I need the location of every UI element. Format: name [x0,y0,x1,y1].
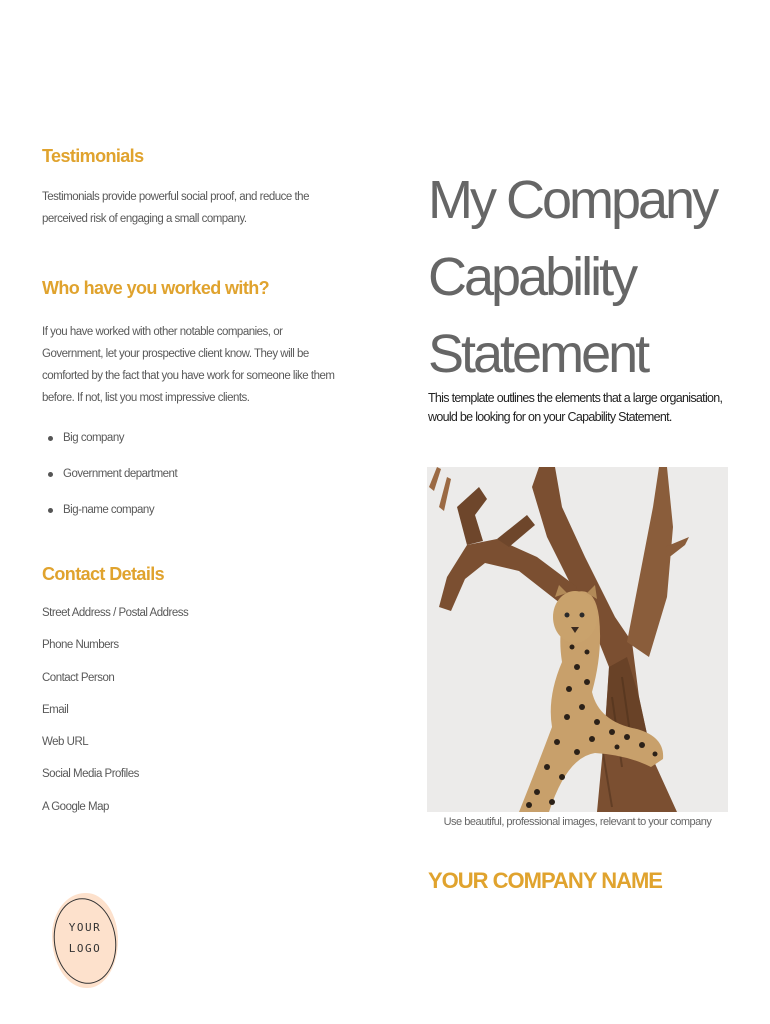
logo-text: YOUR LOGO [68,921,102,955]
testimonials-text: Testimonials provide powerful social proof, and reduce the perceived risk of engaging a small company. [42,191,309,225]
leopard-photo [427,467,728,812]
leopard-tree-illustration [427,467,728,812]
contact-item: Web URL [42,736,89,749]
list-item: Government department [42,466,177,502]
worked-with-list [42,430,177,538]
testimonials-heading: Testimonials [42,146,144,166]
page-subtitle: This template outlines the elements that a large organisation, would be looking for on your Capability Statement. [428,391,723,424]
bullet-icon [48,436,53,441]
list-item: Big company [42,430,177,466]
image-caption: Use beautiful, professional images, relevant to your company [443,816,712,828]
contact-item: Contact Person [42,671,115,684]
contact-item: Phone Numbers [42,639,119,652]
worked-with-text: If you have worked with other notable companies, or Government, let your prospective client know. They will be comforted by the fact that you have work for someone like them before. If not, list you most impressive clients. [42,326,335,404]
bullet-icon [48,472,53,477]
worked-with-heading: Who have you worked with? [42,278,270,298]
contact-heading: Contact Details [42,564,165,584]
bullet-icon [48,508,53,513]
company-logo [52,893,118,988]
company-name: YOUR COMPANY NAME [428,868,662,893]
contact-item: Email [42,703,69,716]
list-item: Big-name company [42,502,177,538]
contact-item: Street Address / Postal Address [42,607,189,619]
contact-item: Social Media Profiles [42,768,139,781]
contact-item: A Google Map [42,800,109,813]
page-title: My Company Capability Statement [428,170,717,384]
contact-list [42,605,188,831]
